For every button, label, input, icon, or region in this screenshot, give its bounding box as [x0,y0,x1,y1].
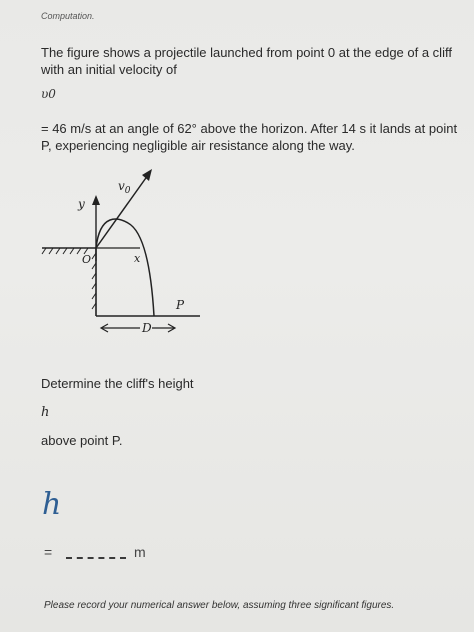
y-axis-arrow [92,195,100,205]
answer-row [44,544,146,560]
projectile-figure [38,165,208,345]
prompt-text: Determine the cliff's height [41,376,194,391]
equals-sign: = [44,544,53,560]
answer-unit: m [134,544,146,560]
initial-velocity-symbol: υ0 [41,87,56,101]
label-v0: $v_0$ [118,179,131,196]
answer-variable: h [42,487,62,522]
trajectory-curve [96,219,154,316]
label-x: x [134,252,141,265]
footer-note: Please record your numerical answer below, assuming three significant figures. [44,600,395,611]
question-body-text: = 46 m/s at an angle of 62° above the horizon. After 14 s it lands at point P, experiencing negligible air resistance along the way. [41,121,458,153]
question-type-label: Computation. [41,11,95,21]
question-intro-text: The figure shows a projectile launched from point 0 at the edge of a cliff with an initial velocity of [41,45,452,77]
label-y: y [78,197,85,211]
height-symbol: h [41,405,50,420]
label-p: P [176,298,185,312]
label-origin: O [82,253,92,266]
prompt-end-text: above point P. [41,433,123,448]
velocity-vector-arrow [142,169,152,181]
answer-input[interactable] [66,545,126,559]
label-d: D [142,321,152,335]
